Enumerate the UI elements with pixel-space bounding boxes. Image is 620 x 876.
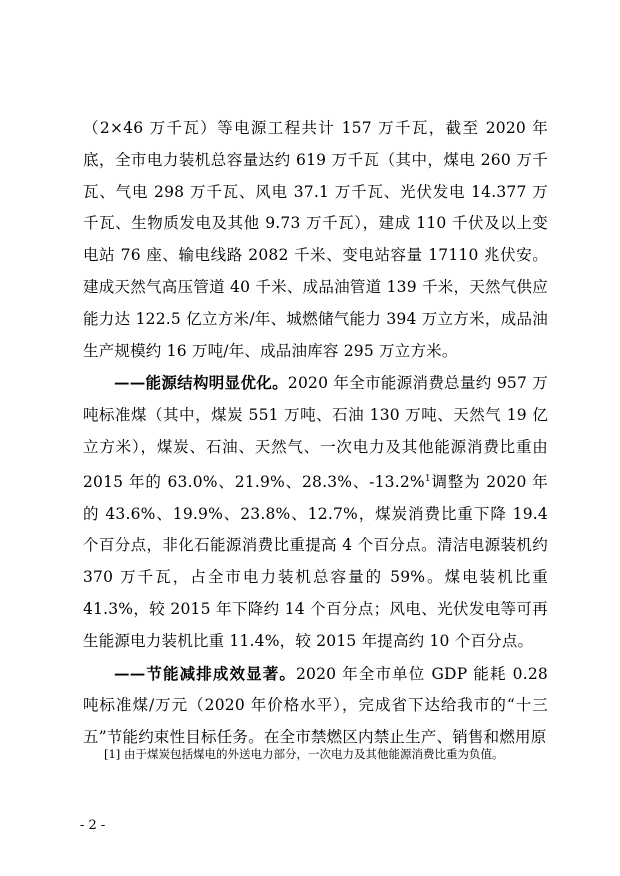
section-heading-energy-structure: ——能源结构明显优化。 — [114, 373, 288, 393]
energy-structure-text-a: 2020 年全市能源消费总量约 957 万吨标准煤（其中，煤炭 551 万吨、石油 130 万吨、天然气 19 亿立方米），煤炭、石油、天然气、一次电力及其他能源消费比重由 2015 年的 63.0%、21.9%、28.3%、-13.2% — [83, 374, 549, 491]
page-number: - 2 - — [80, 818, 106, 833]
energy-saving-text: 2020 年全市单位 GDP 能耗 0.28 吨标准煤/万元（2020 年价格水平），完成省下达给我市的“十三五”节能约束性目标任务。在全市禁燃区内禁止生产、销售和燃用原 — [83, 664, 548, 747]
body-text — [83, 113, 548, 754]
paragraph-power-capacity: （2×46 万千瓦）等电源工程共计 157 万千瓦，截至 2020 年底，全市电力装机总容量达约 619 万千瓦（其中，煤电 260 万千瓦、气电 298 万千瓦、风电 37.1 万千瓦、光伏发电 14.377 万千瓦、生物质发电及其他 9.73 万千瓦），建成 110 千伏及以上变电站 76 座、输电线路 2082 千米、变电站容量 17110 兆伏安。建成天然气高压管道 40 千米、成品油管道 139 千米，天然气供应能力达 122.5 亿立方米/年、城燃储气能力 394 万立方米，成品油生产规模约 16 万吨/年、成品油库容 295 万立方米。 — [83, 119, 548, 360]
paragraph-energy-structure — [83, 367, 548, 657]
energy-structure-text-b: 调整为 2020 年的 43.6%、19.9%、23.8%、12.7%，煤炭消费比重下降 19.4 个百分点，非化石能源消费比重提高 4 个百分点。清洁电源装机约 370 万千瓦，占全市电力装机总容量的 59%。煤电装机比重 41.3%，较 2015 年下降约 14 个百分点；风电、光伏发电等可再生能源电力装机比重 11.4%，较 2015 年提高约 10 个百分点。 — [83, 472, 548, 650]
section-heading-energy-saving: ——节能减排成效显著。 — [114, 663, 296, 683]
paragraph-energy-saving — [83, 658, 548, 754]
footnote-reference: 1 — [424, 473, 431, 484]
footnote: [1] 由于煤炭包括煤电的外送电力部分，一次电力及其他能源消费比重为负值。 — [104, 747, 504, 761]
